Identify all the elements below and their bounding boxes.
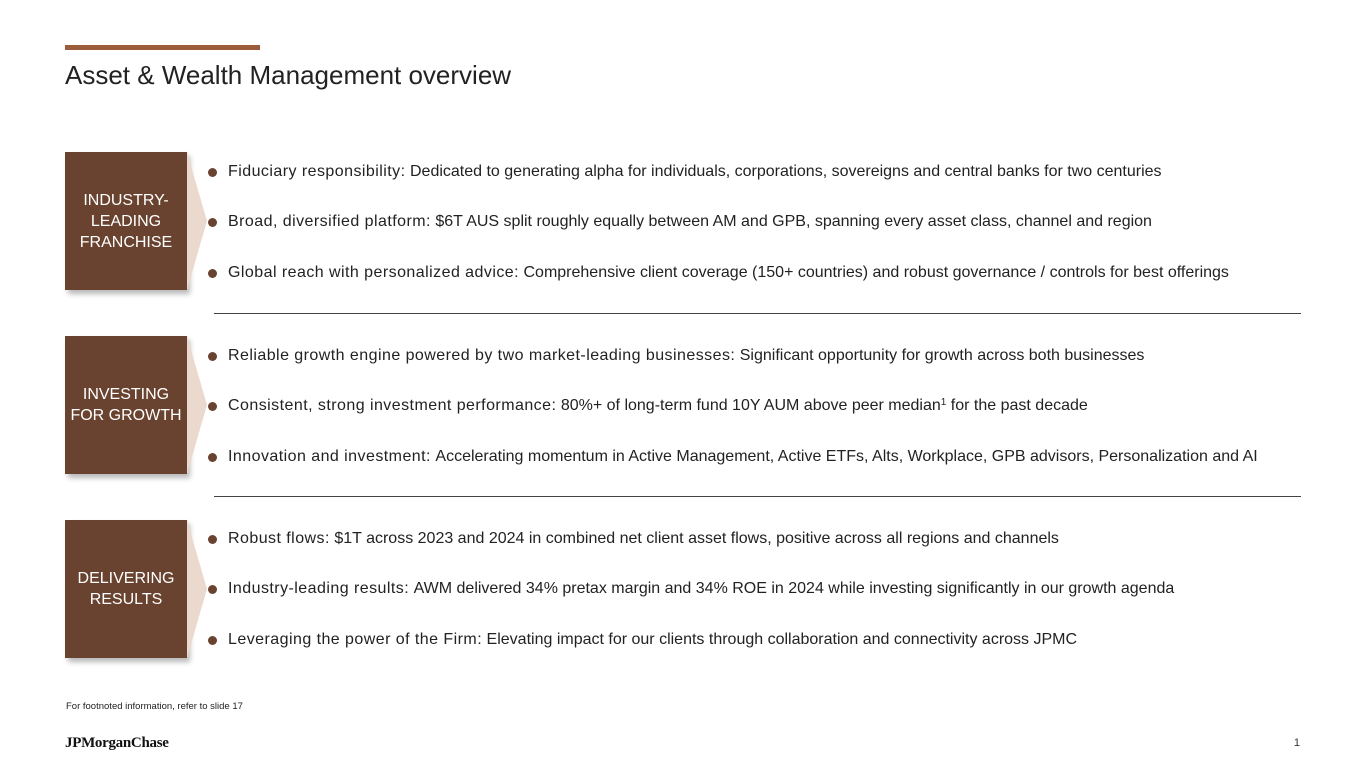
bullet-dot-icon (208, 402, 217, 411)
chevron-arrow-shape (187, 520, 207, 658)
chevron-arrow-shape (187, 152, 207, 290)
bullet-lead: Global reach with personalized advice: (228, 264, 520, 281)
bullet-text: Significant opportunity for growth across both businesses (739, 347, 1145, 364)
bullet-dot-icon (208, 218, 217, 227)
chevron-arrow-shape (187, 336, 207, 474)
bullet-text: Elevating impact for our clients through collaboration and connectivity across JPMC (486, 631, 1078, 648)
bullet-item (207, 344, 1144, 368)
company-logo: JPMorganChase (65, 735, 169, 751)
section-investing-for-growth (65, 336, 1301, 476)
section-divider (214, 313, 1301, 314)
section-label-box (65, 336, 187, 474)
bullet-dot-icon (208, 535, 217, 544)
chevron-arrow-icon (187, 520, 207, 658)
bullet-text: AWM delivered 34% pretax margin and 34% ROE in 2024 while investing significantly in our growth agenda (413, 580, 1175, 597)
chevron-arrow-icon (187, 336, 207, 474)
section-label-box (65, 152, 187, 290)
bullet-lead: Fiduciary responsibility: (228, 163, 406, 180)
section-divider (214, 496, 1301, 497)
bullet-lead: Leveraging the power of the Firm: (228, 631, 483, 648)
bullet-text: Accelerating momentum in Active Management, Active ETFs, Alts, Workplace, GPB advisors, Personalization and AI (435, 448, 1258, 465)
bullet-item (207, 628, 1077, 652)
bullet-text: Dedicated to generating alpha for individuals, corporations, sovereigns and central banks for two centuries (409, 163, 1162, 180)
bullet-dot-icon (208, 453, 217, 462)
bullet-lead: Consistent, strong investment performance: (228, 397, 557, 414)
title-accent-rule (65, 45, 260, 50)
bullet-item (207, 445, 1258, 469)
bullet-item (207, 577, 1174, 601)
bullet-lead: Broad, diversified platform: (228, 213, 431, 230)
bullet-lead: Robust flows: (228, 530, 330, 547)
section-industry-leading-franchise (65, 152, 1301, 292)
bullet-item (207, 210, 1152, 234)
bullet-text: $6T AUS split roughly equally between AM and GPB, spanning every asset class, channel and region (435, 213, 1152, 230)
page-title: Asset & Wealth Management overview (65, 60, 512, 90)
section-label: INVESTING FOR GROWTH (70, 386, 182, 424)
bullet-text: Comprehensive client coverage (150+ countries) and robust governance / controls for best offerings (523, 264, 1229, 281)
bullet-lead: Reliable growth engine powered by two market-leading businesses: (228, 347, 736, 364)
page-number: 1 (1293, 737, 1300, 749)
bullet-dot-icon (208, 352, 217, 361)
bullet-item (207, 527, 1059, 551)
bullet-text: $1T across 2023 and 2024 in combined net client asset flows, positive across all regions and channels (334, 530, 1059, 547)
section-delivering-results (65, 520, 1301, 660)
bullet-dot-icon (208, 636, 217, 645)
section-label: INDUSTRY-LEADING FRANCHISE (79, 191, 173, 251)
bullet-item (207, 394, 1088, 418)
bullet-dot-icon (208, 168, 217, 177)
bullet-lead: Industry-leading results: (228, 580, 410, 597)
bullet-item (207, 160, 1162, 184)
bullet-dot-icon (208, 269, 217, 278)
chevron-arrow-icon (187, 152, 207, 290)
bullet-text-main: 80%+ of long-term fund 10Y AUM above peer median (560, 397, 941, 414)
footnote: For footnoted information, refer to slide 17 (66, 701, 243, 712)
section-label: DELIVERING RESULTS (77, 570, 175, 608)
section-label-box (65, 520, 187, 658)
footnote-marker: 1 (940, 397, 947, 408)
bullet-lead: Innovation and investment: (228, 448, 431, 465)
bullet-text (561, 397, 1088, 415)
bullet-item (207, 261, 1229, 285)
bullet-text-tail: for the past decade (950, 397, 1088, 414)
bullet-dot-icon (208, 585, 217, 594)
